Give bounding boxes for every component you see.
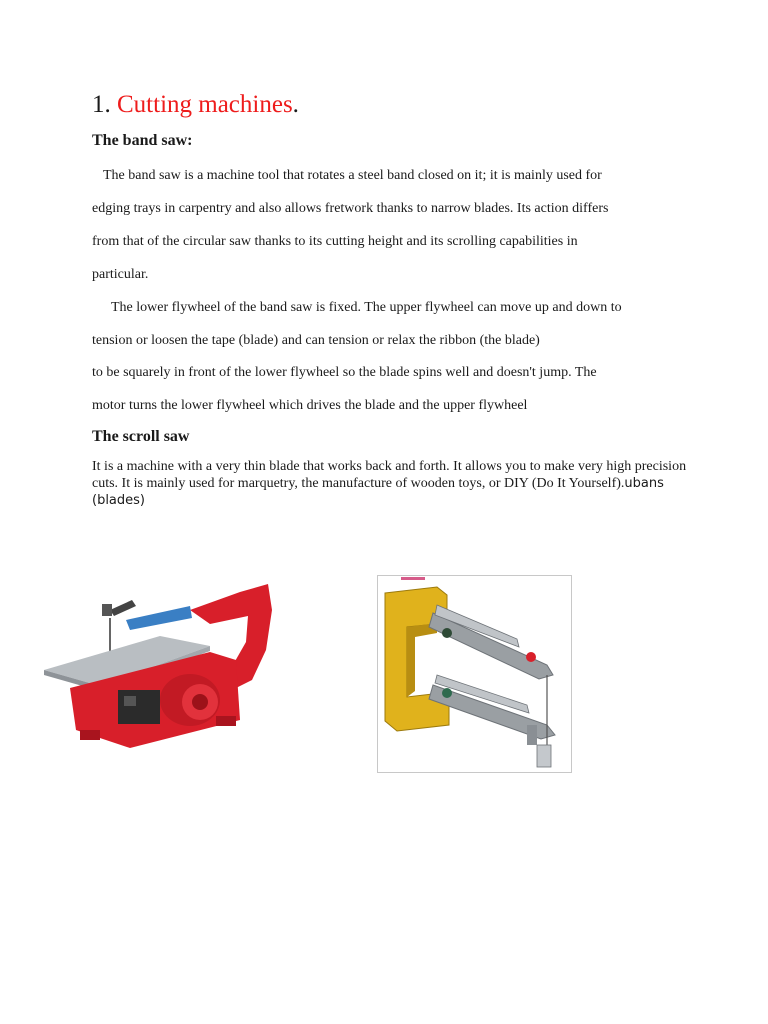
section-title: Cutting machines [117,91,293,118]
scroll-saw-text: It is a machine with a very thin blade that works back and forth. It allows you to make very high precision cuts. It is mainly used for marquetry, the manufacture of wooden toys, or DIY (Do It Yourself). [92,459,687,491]
band-saw-line-1: The band saw is a machine tool that rotates a steel band closed on it; it is mainly used for [103,168,602,183]
band-saw-line-8: motor turns the lower flywheel which drives the blade and the upper flywheel [92,398,528,413]
scroll-saw-heading: The scroll saw [92,428,190,445]
section-title-period: . [292,91,299,118]
band-saw-line-7: to be squarely in front of the lower flywheel so the blade spins well and doesn't jump. The [92,365,597,380]
band-saw-line-4: particular. [92,267,149,282]
band-saw-line-2: edging trays in carpentry and also allows fretwork thanks to narrow blades. Its action differs [92,201,609,216]
section-heading [92,88,299,122]
band-saw-line-5: The lower flywheel of the band saw is fixed. The upper flywheel can move up and down to [111,300,622,315]
scroll-saw-cad-drawing [377,575,573,775]
band-saw-line-3: from that of the circular saw thanks to its cutting height and its scrolling capabilities in [92,234,578,249]
section-number: 1. [92,91,111,118]
scroll-saw-tail: ubans (blades) [92,476,664,508]
band-saw-line-6: tension or loosen the tape (blade) and can tension or relax the ribbon (the blade) [92,333,540,348]
band-saw-heading: The band saw: [92,132,193,149]
scroll-saw-paragraph [92,458,692,509]
scroll-saw-photo [40,570,280,760]
